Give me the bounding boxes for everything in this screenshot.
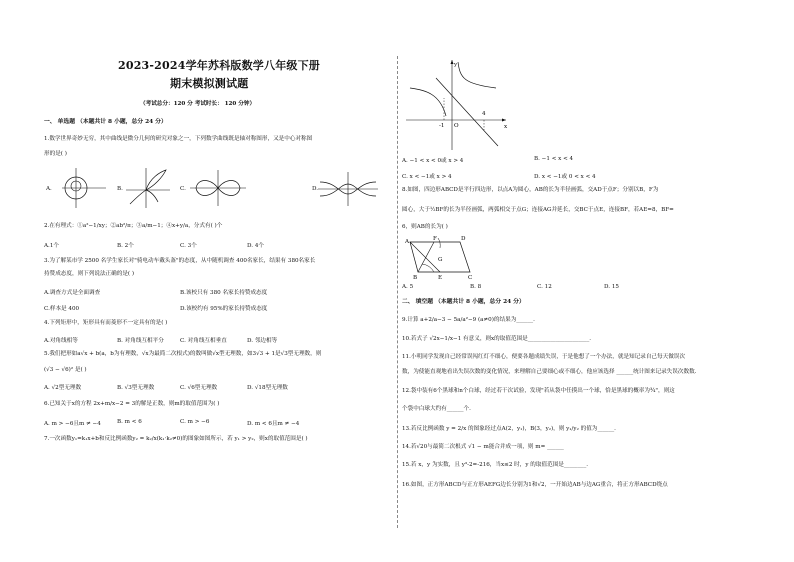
q9-text: 9.计算 a+2/a−3 − 5a/a²−9 (a≠0)的结果为______. (402, 317, 535, 323)
graph-label-origin: O (454, 123, 459, 129)
q5-option-c[interactable]: C. √6型无理数 (180, 385, 218, 391)
q8-text-cont1: 圆心，大于½BF的长为半径画弧，两弧相交于点G；连接AG并延长，交BC于点E，连接BF，若AE=8，BF= (402, 207, 674, 213)
q7-option-b[interactable]: B. −1 < x < 4 (534, 156, 574, 162)
q7-text: 7.一次函数y₁=k₁x+b和反比例函数y₂ = k₂/x(k₁·k₂≠0)的图象如图所示，若 y₁ > y₂，则x的取值范围是( ) (44, 436, 308, 442)
q3-option-a[interactable]: A.调查方式是全面调查 (44, 290, 101, 296)
q4-option-d[interactable]: D. 邻边相等 (247, 338, 278, 344)
q16-text: 16.如图，正方形ABCD与正方形AEFG边长分别为1和√2，一开始边AB与边AG重合，将正方形ABCD绕点 (402, 482, 668, 488)
exam-info: （考试总分：120 分 考试时长： 120 分钟） (140, 101, 256, 107)
q1-figure-a (62, 168, 106, 208)
graph-label-y: y (454, 62, 458, 68)
q1-option-d[interactable]: D. (312, 186, 319, 192)
q7-graph (406, 58, 510, 150)
q8-label-g: G (438, 257, 443, 263)
column-divider (397, 56, 398, 528)
q2-text: 2.在有理式：①a²−1/xy；②ab²/π；③a/m−1；④x+y/a，分式有( )个 (44, 223, 223, 229)
q11-text: 11.小明同学发现自己经常误闯红灯不细心，便要各题成绩失误，于是他想了一个办法，就是知记录自己每天做误次 (402, 354, 685, 360)
q4-text: 4.下列矩形中，矩形具有而菱形不一定具有的是( ) (44, 320, 168, 326)
q8-label-b: B (413, 275, 418, 281)
q2-option-d[interactable]: D. 4个 (247, 243, 264, 249)
q4-option-c[interactable]: C. 对角线互相垂直 (180, 338, 227, 344)
q2-option-b[interactable]: B. 2个 (117, 243, 134, 249)
q1-text-cont: 形的是( ) (44, 151, 67, 157)
q14-text: 14.若√20与最简二次根式 √1 − m能合并成一项，则 m= ______ (402, 444, 564, 450)
q3-option-c[interactable]: C.样本是 400 (44, 306, 80, 312)
section1-heading: 一、 单选题 （本题共计 8 小题，总分 24 分） (44, 119, 167, 125)
q4-option-a[interactable]: A.对角线相等 (44, 338, 78, 344)
q6-option-b[interactable]: B. m < 6 (117, 419, 142, 425)
q7-option-d[interactable]: D. x < −1或 0 < x < 4 (534, 174, 596, 180)
q8-option-d[interactable]: D. 15 (604, 284, 619, 290)
q11-text-cont1: 数，为使能直观地看出失误次数的变化情况，来理解自己要细心或不细心，他应该选择 ______统计图来记录失误次数数. (402, 369, 697, 375)
q6-option-c[interactable]: C. m > −6 (180, 419, 210, 425)
graph-label-4: 4 (482, 111, 486, 117)
q5-option-a[interactable]: A. √2型无理数 (44, 385, 82, 391)
q8-figure (404, 234, 474, 280)
q8-label-f: F (433, 236, 437, 242)
q6-text: 6.已知关于x的方程 2x+m/x−2 = 3的解是正数，则m的取值范围为( ) (44, 401, 220, 407)
q7-option-a[interactable]: A. −1 < x < 0或 x > 4 (402, 158, 464, 164)
q8-label-e: E (438, 275, 443, 281)
q8-option-c[interactable]: C. 12 (537, 284, 552, 290)
q8-option-a[interactable]: A. 5 (402, 284, 414, 290)
graph-label-x: x (504, 124, 508, 130)
q2-option-a[interactable]: A.1个 (44, 243, 59, 249)
exam-title: 2023-2024学年苏科版数学八年级下册 (118, 59, 320, 72)
graph-label-neg1: -1 (439, 123, 445, 129)
q4-option-b[interactable]: B. 对角线互相平分 (117, 338, 164, 344)
exam-subtitle: 期末模拟测试题 (170, 77, 249, 90)
q6-option-d[interactable]: D. m < 6且m ≠ −4 (247, 421, 300, 427)
q8-label-d: D (461, 236, 466, 242)
q12-text-cont: 个袋中白球大约有______个. (402, 406, 471, 412)
q3-option-b[interactable]: B.该校只有 380 名家长持赞成态度 (180, 290, 268, 296)
q8-text-cont2: 6，则AB的长为( ) (402, 224, 448, 230)
q8-option-b[interactable]: B. 8 (470, 284, 482, 290)
q5-text: 5.我们把形如a√x + b(a，b为有理数，√x为最简二次根式)的数叫做√x型无理数，如3√3 + 1是√3型无理数，则 (44, 351, 322, 357)
q6-option-a[interactable]: A. m > −6且m ≠ −4 (44, 421, 101, 427)
q3-option-d[interactable]: D.该校约有 95%的家长持赞成态度 (180, 306, 268, 312)
q5-option-b[interactable]: B. √3型无理数 (117, 385, 155, 391)
q1-option-b[interactable]: B. (117, 186, 123, 192)
q7-option-c[interactable]: C. x < −1或 x > 4 (402, 174, 452, 180)
q5-option-d[interactable]: D. √18型无理数 (247, 385, 288, 391)
q1-figure-d (318, 172, 378, 206)
q2-option-c[interactable]: C. 3个 (180, 243, 197, 249)
q1-figure-c (190, 170, 246, 206)
q12-text: 12.袋中装有6个黑球和n个白球，经过若干次试验，发现"若从袋中任摸出一个球，恰是黑球的概率为¾"，则这 (402, 388, 675, 394)
q3-text-cont: 持赞成态度，则下列说法正确的是( ) (44, 271, 135, 277)
q8-text: 8.如图，四边形ABCD是平行四边形，以点A为圆心，AB的长为半径画弧，交AD于点F；分别以B，F为 (402, 187, 659, 193)
q1-option-c[interactable]: C. (180, 186, 186, 192)
q13-text: 13.若反比例函数 y = 2/x 的图象经过点A(2，y₁)，B(3，y₂)，则 y₁/y₂ 的值为______. (402, 426, 616, 432)
q8-label-c: C (468, 275, 473, 281)
q1-figure-b (126, 168, 170, 208)
q15-text: 15.若 x，y 为实数，且 y³-2=-216，当x≤2 时，y 的取值范围是________. (402, 462, 589, 468)
q5-text-cont: (√3 − √6)² 是( ) (44, 367, 87, 373)
q8-label-a: A (405, 239, 410, 245)
q3-text: 3.为了解某市学 2500 名学生家长对"骑电动车戴头盔"的态度，从中随机调查 400名家长，结果有 380名家长 (44, 258, 316, 264)
q11-text-cont2: 数. (689, 369, 697, 375)
q1-option-a[interactable]: A. (46, 186, 52, 192)
section2-heading: 二、 填空题 （本题共计 8 小题，总分 24 分） (402, 299, 525, 305)
q1-text: 1.数学世界奇妙无穷，其中曲线是微分几何的研究对象之一，下列数学曲线既是轴对称图形，又是中心对称图 (44, 136, 313, 142)
q10-text: 10.若式子 √2x−1/x−1 有意义，则x的取值范围是______________________. (402, 336, 592, 342)
